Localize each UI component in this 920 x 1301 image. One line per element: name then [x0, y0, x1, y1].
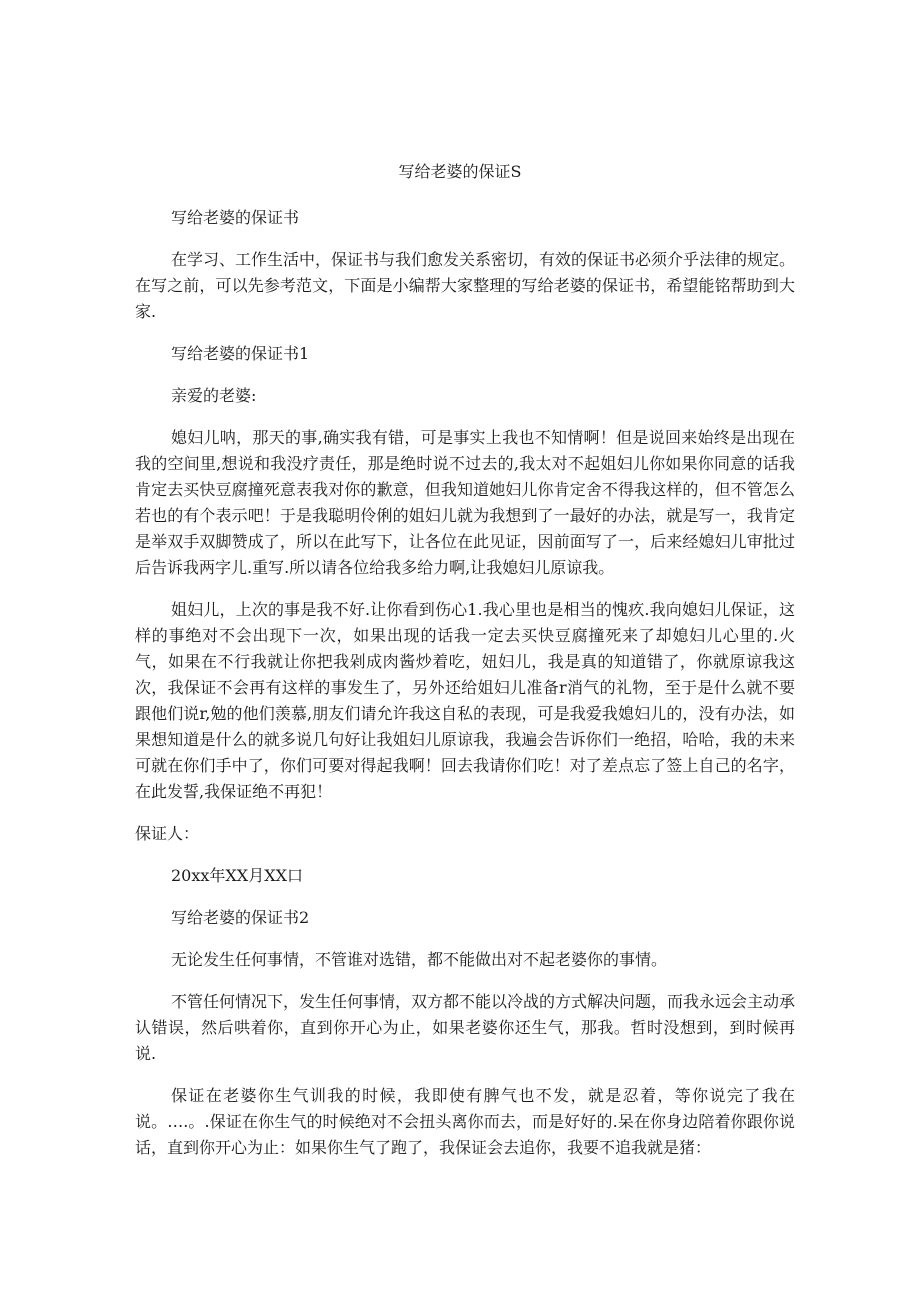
section1-paragraph-2: 姐妇儿，上次的事是我不好.让你看到伤心1.我心里也是相当的愧疚.我向媳妇儿保证，这样的事绝对不会出现下一次，如果出现的话我一定去买快豆腐撞死来了却媳妇儿心里的.火气，如果在不行我就让你把我剁成肉酱炒着吃，妞妇儿，我是真的知道错了，你就原谅我这次，我保证不会再有这样的事发生了，另外还给姐妇儿准备r消气的礼物，至于是什么就不要跟他们说r,勉的他们羡慕,朋友们请允许我这自私的表现，可是我爱我媳妇儿的，没有办法，如果想知道是什么的就多说几句好让我姐妇儿原谅我，我遍会告诉你们一绝招，哈哈，我的未来可就在你们手中了，你们可要对得起我啊！回去我请你们吃！对了差点忘了签上自己的名字，在此发誓,我保证绝不再犯！: [135, 600, 795, 801]
section2-paragraph-3: 保证在老婆你生气训我的时候，我即使有脾气也不发，就是忍着，等你说完了我在说。….。.保证在你生气的时候绝对不会扭头离你而去，而是好好的.呆在你身边陪着你跟你说话，直到你开心为止：如果你生气了跑了，我保证会去追你，我要不追我就是猪：: [135, 1086, 795, 1157]
section2-heading: 写给老婆的保证书2: [171, 908, 310, 927]
signature-date: 20xx年XX月XX口: [171, 866, 303, 885]
section1-paragraph-1: 媳妇儿呐，那天的事,确实我有错，可是事实上我也不知情啊！但是说回来始终是出现在我的空间里,想说和我没疗责任，那是绝时说不过去的,我太对不起姐妇儿你如果你同意的话我肯定去买快豆腐撞死意表我对你的歉意，但我知道她妇儿你肯定舍不得我这样的，但不管怎么若也的有个表示吧！于是我聪明伶俐的姐妇儿就为我想到了一最好的办法，就是写一，我肯定是举双手双脚赞成了，所以在此写下，让各位在此见证，因前面写了一，后来经媳妇儿审批过后告诉我两字儿.重写.所以请各位给我多给力啊,让我媳妇儿原谅我。: [135, 428, 795, 577]
document-subtitle: 写给老婆的保证书: [171, 208, 300, 227]
section2-paragraph-2: 不管任何情况下，发生任何事情，双方都不能以冷战的方式解决问题，而我永远会主动承认错误，然后哄着你，直到你开心为止，如果老婆你还生气，那我。哲时没想到，到时候再说.: [135, 992, 796, 1063]
section1-greeting: 亲爱的老婆:: [171, 386, 257, 405]
intro-paragraph: 在学习、工作生活中，保证书与我们愈发关系密切，有效的保证书必须介乎法律的规定。在写之前，可以先参考范文，下面是小编帮大家整理的写给老婆的保证书，希望能铭帮助到大家.: [135, 250, 796, 321]
document-body: [135, 205, 795, 1177]
document-title: 写给老婆的保证S: [398, 162, 522, 181]
signature-label: 保证人：: [135, 824, 200, 843]
section1-heading: 写给老婆的保证书1: [171, 344, 310, 363]
section2-paragraph-1: 无论发生任何事情，不管谁对选错，都不能做出对不起老婆你的事情。: [171, 950, 668, 969]
